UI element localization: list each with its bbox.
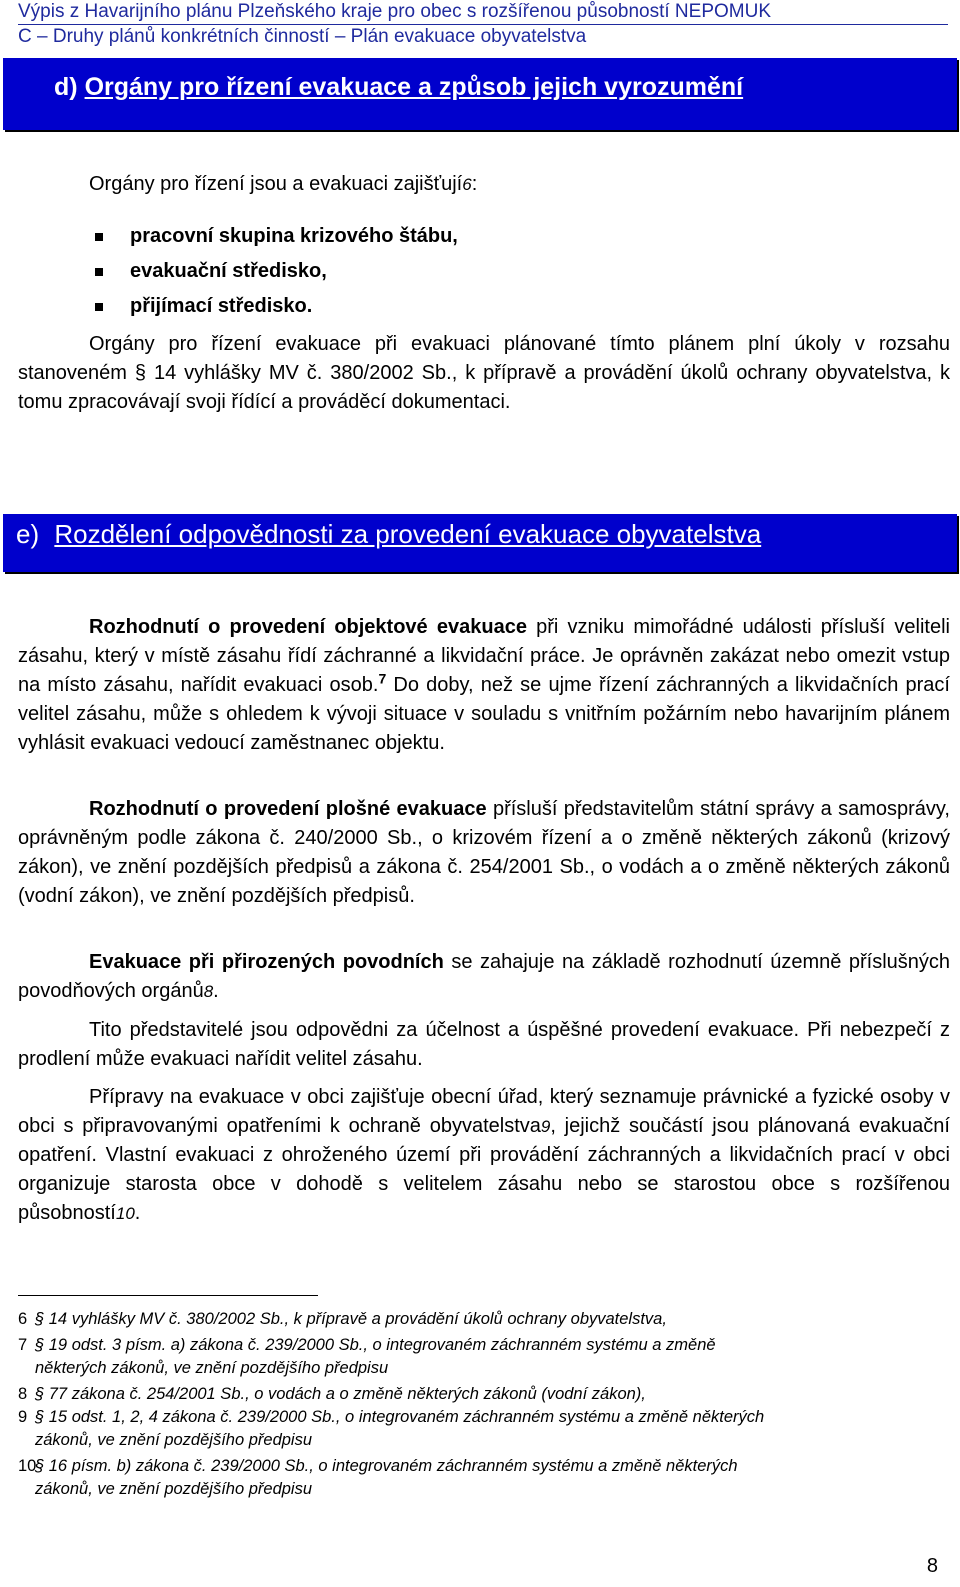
footnote-ref-8[interactable]: 8: [203, 982, 214, 1001]
section-e-paragraph-5: Přípravy na evakuace v obci zajišťuje obecní úřad, který seznamuje právnické a fyzické osoby v obci s připravovanými opatřeními k ochraně obyvatelstva9, jejichž součástí jsou plánovaná evakuační opatření. Vlastní evakuaci z ohroženého území při provádění záchranných a likvidačních prací v obci organizuje starosta obce v dohodě s velitelem zásahu nebo se starostou obce s rozšířenou působností10.: [18, 1086, 950, 1224]
section-e-heading: [3, 514, 957, 572]
footnote-number: 10: [18, 1457, 37, 1475]
section-d-paragraph: Orgány pro řízení evakuace při evakuaci plánované tímto plánem plní úkoly v rozsahu stanoveném § 14 vyhlášky MV č. 380/2002 Sb., k přípravě a provádění úkolů ochrany obyvatelstva, k tomu zpracovávají svoji řídící a prováděcí dokumentaci.: [18, 333, 951, 413]
footnote: [18, 1406, 948, 1452]
section-d-intro: Orgány pro řízení jsou a evakuaci zajišťují6:: [89, 173, 478, 195]
footnote-ref-6[interactable]: 6: [462, 175, 472, 194]
footnote-number: 8: [18, 1385, 28, 1403]
footnote: [18, 1383, 948, 1406]
footnote-separator: [18, 1295, 318, 1296]
footnote: [18, 1455, 948, 1501]
organ-list: [55, 225, 458, 330]
page-number: 8: [926, 1555, 938, 1577]
footnote-number: 7: [18, 1336, 28, 1354]
section-d-heading: [3, 58, 957, 130]
list-item: pracovní skupina krizového štábu,: [95, 225, 458, 260]
list-item: evakuační středisko,: [95, 260, 458, 295]
section-d-title: Orgány pro řízení evakuace a způsob jejich vyrozumění: [84, 73, 744, 101]
footnote-text: § 16 písm. b) zákona č. 239/2000 Sb., o integrovaném záchranném systému a změně některých: [35, 1457, 738, 1475]
footnote-text: § 19 odst. 3 písm. a) zákona č. 239/2000 Sb., o integrovaném záchranném systému a změně: [35, 1336, 716, 1354]
section-e-paragraph-2: Rozhodnutí o provedení plošné evakuace přísluší představitelům státní správy a samosprávy, oprávněným podle zákona č. 240/2000 Sb., o krizovém řízení a o změně některých zákonů (krizový zákon), ve znění pozdějších předpisů a zákona č. 254/2001 Sb., o vodách a o změně některých zákonů (vodní zákon), ve znění pozdějších předpisů.: [18, 798, 950, 907]
header-line-2: C – Druhy plánů konkrétních činností – Plán evakuace obyvatelstva: [18, 26, 587, 47]
footnote-text: § 15 odst. 1, 2, 4 zákona č. 239/2000 Sb., o integrovaném záchranném systému a změně některých: [35, 1408, 765, 1426]
header-line-1: Výpis z Havarijního plánu Plzeňského kraje pro obec s rozšířenou působností NEPOMUK: [18, 0, 948, 25]
footnote-ref-9[interactable]: 9: [540, 1117, 551, 1136]
footnote: [18, 1308, 948, 1331]
footnote-number: 6: [18, 1310, 28, 1328]
footnote-continuation: zákonů, ve znění pozdějšího předpisu: [35, 1431, 313, 1449]
footnote-text: § 14 vyhlášky MV č. 380/2002 Sb., k přípravě a provádění úkolů ochrany obyvatelstva,: [35, 1310, 667, 1328]
footnote-ref-7[interactable]: 7: [378, 670, 387, 687]
section-e-paragraph-3: Evakuace při přirozených povodních se zahajuje na základě rozhodnutí územně příslušných povodňových orgánů8.: [18, 951, 951, 1002]
footnote-continuation: některých zákonů, ve znění pozdějšího předpisu: [35, 1359, 389, 1377]
section-e-title: Rozdělení odpovědnosti za provedení evakuace obyvatelstva: [54, 519, 762, 549]
footnote: [18, 1334, 948, 1380]
section-e-prefix: e): [16, 519, 40, 549]
footnote-continuation: zákonů, ve znění pozdějšího předpisu: [35, 1480, 313, 1498]
footnote-ref-10[interactable]: 10: [115, 1204, 135, 1223]
section-d-prefix: d): [54, 73, 78, 101]
footnote-number: 9: [18, 1408, 28, 1426]
section-e-paragraph-1: Rozhodnutí o provedení objektové evakuace při vzniku mimořádné události přísluší veliteli zásahu, který v místě zásahu řídí záchranné a likvidační práce. Je oprávněn zakázat nebo omezit vstup na místo zásahu, nařídit evakuaci osob.$^7$ Do doby, než se ujme řízení záchranných a likvidačních prací velitel zásahu, může s ohledem k vývoji situace v souladu s vnitřním požárním nebo havarijním plánem vyhlásit evakuaci vedoucí zaměstnanec objektu.: [18, 616, 950, 754]
footnote-text: § 77 zákona č. 254/2001 Sb., o vodách a o změně některých zákonů (vodní zákon),: [35, 1385, 646, 1403]
document-header: [18, 0, 948, 48]
list-item: přijímací středisko.: [95, 295, 458, 330]
section-e-paragraph-4: Tito představitelé jsou odpovědni za účelnost a úspěšné provedení evakuace. Při nebezpečí z prodlení může evakuaci nařídit velitel zásahu.: [18, 1019, 950, 1070]
